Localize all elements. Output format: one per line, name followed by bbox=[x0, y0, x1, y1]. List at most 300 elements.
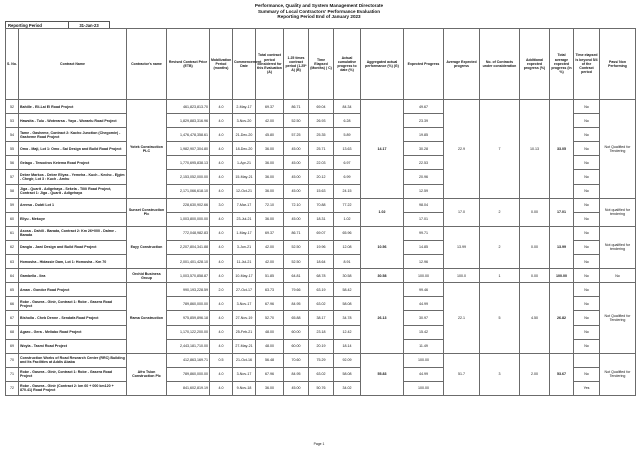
report-title-block bbox=[0, 3, 638, 20]
commencement-date-cell: 25-Feb-21 bbox=[233, 325, 256, 339]
mobilization-cell: 4.0 bbox=[210, 325, 233, 339]
additional-progress-cell: 4.50 bbox=[520, 283, 550, 353]
beyond-period-cell: No bbox=[574, 269, 600, 283]
mobilization-cell: 4.0 bbox=[210, 184, 233, 198]
contract-name-cell: Gambella - Ilea bbox=[19, 269, 127, 283]
total-expected-cell: 17.01 bbox=[550, 198, 574, 226]
actual-progress-cell: 34.02 bbox=[334, 381, 361, 395]
contract-name-cell: Aman - Gondor Road Project bbox=[19, 283, 127, 297]
actual-progress-cell: 77.22 bbox=[334, 198, 361, 212]
contract-name-cell: Robe - Gasera - Ginir (Contract 2: km 60 + 000 km120 + 870.41) Road Project bbox=[19, 381, 127, 395]
contractor-name-cell: Yotek Construction PLC bbox=[127, 100, 167, 199]
contract-period-cell: 69.37 bbox=[256, 100, 284, 114]
extended-period-cell: 70.60 bbox=[284, 353, 309, 367]
contract-period-cell: 36.00 bbox=[256, 156, 284, 170]
contract-count-cell: 1 bbox=[480, 269, 520, 283]
time-elapsed-cell: 38.17 bbox=[309, 311, 334, 325]
commencement-date-cell: 21-Dec-20 bbox=[233, 128, 256, 142]
contract-period-cell: 42.00 bbox=[256, 114, 284, 128]
mobilization-cell: 2.0 bbox=[210, 283, 233, 297]
expected-progress-cell: 12.96 bbox=[404, 255, 444, 269]
contract-name-cell: Woyla - Tasmi Road Project bbox=[19, 339, 127, 353]
contract-price-cell: 789,860,000.00 bbox=[167, 367, 210, 381]
commencement-date-cell: 3-Nov-17 bbox=[233, 367, 256, 381]
time-elapsed-cell: 63.02 bbox=[309, 297, 334, 311]
contract-period-cell: 52.70 bbox=[256, 311, 284, 325]
commencement-date-cell: 27-Oct-17 bbox=[233, 283, 256, 297]
actual-progress-cell: 34.78 bbox=[334, 311, 361, 325]
beyond-period-cell: No bbox=[574, 226, 600, 240]
average-expected-cell: 51.7 bbox=[444, 353, 480, 395]
contractor-name-cell: Sunset Construction Plc bbox=[127, 198, 167, 226]
mobilization-cell: 4.0 bbox=[210, 381, 233, 395]
mobilization-cell: 4.0 bbox=[210, 255, 233, 269]
extended-period-cell: 64.81 bbox=[284, 269, 309, 283]
serial-number-cell: 66 bbox=[6, 297, 19, 311]
contract-period-cell: 42.00 bbox=[256, 255, 284, 269]
aggregated-performance-cell: 14.17 bbox=[361, 100, 404, 199]
time-elapsed-cell: 75.29 bbox=[309, 353, 334, 367]
column-header: Expected Progress bbox=[404, 29, 444, 100]
actual-progress-cell: 84.34 bbox=[334, 100, 361, 114]
column-header: Mobilization Period (months) bbox=[210, 29, 233, 100]
expected-progress-cell: 100.00 bbox=[404, 353, 444, 367]
total-expected-cell: 33.05 bbox=[550, 100, 574, 199]
actual-progress-cell: 12.42 bbox=[334, 325, 361, 339]
contract-price-cell: 2,443,181,710.00 bbox=[167, 339, 210, 353]
column-header: Contract Name bbox=[19, 29, 127, 100]
extended-period-cell: 52.50 bbox=[284, 240, 309, 254]
expected-progress-cell: 100.00 bbox=[404, 269, 444, 283]
time-elapsed-cell: 69.07 bbox=[309, 226, 334, 240]
extended-period-cell: 52.50 bbox=[284, 114, 309, 128]
beyond-period-cell: No bbox=[574, 255, 600, 269]
commencement-date-cell: 21-Oct-16 bbox=[233, 353, 256, 367]
pass-status-cell: Not Qualified for Tendering bbox=[600, 283, 636, 353]
contract-name-cell: Agaro - Gera - Meliabo Road Project bbox=[19, 325, 127, 339]
time-elapsed-cell: 23.18 bbox=[309, 325, 334, 339]
aggregated-performance-cell: 1.02 bbox=[361, 198, 404, 226]
expected-progress-cell: 44.99 bbox=[404, 367, 444, 381]
mobilization-cell: 4.0 bbox=[210, 226, 233, 240]
commencement-date-cell: 12-Oct-21 bbox=[233, 184, 256, 198]
extended-period-cell: 72.10 bbox=[284, 198, 309, 212]
column-header: Commencement Date bbox=[233, 29, 256, 100]
contractor-name-cell: Orchid Business Group bbox=[127, 269, 167, 283]
serial-number-cell: 54 bbox=[6, 128, 19, 142]
commencement-date-cell: 23-Jul-21 bbox=[233, 212, 256, 226]
average-expected-cell: 17.0 bbox=[444, 198, 480, 226]
mobilization-cell: 4.0 bbox=[210, 170, 233, 184]
extended-period-cell: 57.25 bbox=[284, 128, 309, 142]
column-header: Total contract period considered for this Evaluation (A) bbox=[256, 29, 284, 100]
expected-progress-cell: 14.85 bbox=[404, 240, 444, 254]
contract-price-cell: 990,193,228.59 bbox=[167, 283, 210, 297]
beyond-period-cell: No bbox=[574, 311, 600, 325]
contract-price-cell: 2,153,052,000.00 bbox=[167, 170, 210, 184]
contract-name-cell: Asosa - Dahili - Barada, Contract 2: Km 26+000 - Dalme - Barada bbox=[19, 226, 127, 240]
time-elapsed-cell: 70.88 bbox=[309, 198, 334, 212]
serial-number-cell: 70 bbox=[6, 353, 19, 367]
contract-period-cell: 36.00 bbox=[256, 142, 284, 156]
contract-name-cell: Ellyu - Mekoye bbox=[19, 212, 127, 226]
mobilization-cell: 4.0 bbox=[210, 142, 233, 156]
commencement-date-cell: 9-Nov-18 bbox=[233, 381, 256, 395]
mobilization-cell: 3.0 bbox=[210, 198, 233, 212]
actual-progress-cell: 65.96 bbox=[334, 226, 361, 240]
expected-progress-cell: 100.00 bbox=[404, 381, 444, 395]
mobilization-cell: 4.0 bbox=[210, 269, 233, 283]
time-elapsed-cell: 19.96 bbox=[309, 240, 334, 254]
time-elapsed-cell: 63.02 bbox=[309, 367, 334, 381]
contract-count-cell: 5 bbox=[480, 283, 520, 353]
contract-price-cell: 841,602,819.19 bbox=[167, 381, 210, 395]
extended-period-cell: 86.71 bbox=[284, 100, 309, 114]
table-body bbox=[6, 100, 636, 396]
aggregated-performance-cell: 26.13 bbox=[361, 283, 404, 353]
page-number: Page 1 bbox=[313, 442, 325, 446]
mobilization-cell: 4.0 bbox=[210, 297, 233, 311]
contract-period-cell: 42.00 bbox=[256, 240, 284, 254]
time-elapsed-cell: 25.35 bbox=[309, 128, 334, 142]
actual-progress-cell: 6.28 bbox=[334, 114, 361, 128]
time-elapsed-cell: 20.12 bbox=[309, 170, 334, 184]
serial-number-cell: 57 bbox=[6, 170, 19, 184]
contract-name-cell: Homosha - Hidassie Dam, Lot 1: Homosha - Km 70 bbox=[19, 255, 127, 269]
performance-table bbox=[5, 28, 636, 396]
beyond-period-cell: No bbox=[574, 184, 600, 198]
column-header: Time elapsed is beyond 5/4 of the Contract period bbox=[574, 29, 600, 100]
time-elapsed-cell: 69.04 bbox=[309, 100, 334, 114]
expected-progress-cell: 98.04 bbox=[404, 198, 444, 212]
pass-status-cell: No bbox=[600, 269, 636, 283]
actual-progress-cell: 92.09 bbox=[334, 353, 361, 367]
beyond-period-cell: No bbox=[574, 198, 600, 212]
column-header: Actual cumulative progress to date (%) bbox=[334, 29, 361, 100]
expected-progress-cell: 99.71 bbox=[404, 226, 444, 240]
serial-number-cell: 64 bbox=[6, 269, 19, 283]
additional-progress-cell: 0.00 bbox=[520, 226, 550, 268]
actual-progress-cell: 1.02 bbox=[334, 212, 361, 226]
expected-progress-cell: 22.53 bbox=[404, 156, 444, 170]
beyond-period-cell: No bbox=[574, 297, 600, 311]
contract-period-cell: 51.85 bbox=[256, 269, 284, 283]
actual-progress-cell: 6.97 bbox=[334, 156, 361, 170]
beyond-period-cell: No bbox=[574, 339, 600, 353]
expected-progress-cell: 23.39 bbox=[404, 114, 444, 128]
report-title-period: Reporting Period End of January 2023 bbox=[277, 14, 361, 20]
actual-progress-cell: 8.91 bbox=[334, 255, 361, 269]
serial-number-cell: 56 bbox=[6, 156, 19, 170]
contract-period-cell: 48.00 bbox=[256, 339, 284, 353]
column-header: 1.25 times contract period (1.25* A) (B) bbox=[284, 29, 309, 100]
beyond-period-cell: Yes bbox=[574, 381, 600, 395]
pass-status-cell: Not qualified for tendering bbox=[600, 226, 636, 268]
mobilization-cell: 4.0 bbox=[210, 128, 233, 142]
beyond-period-cell: No bbox=[574, 240, 600, 254]
mobilization-cell: 4.0 bbox=[210, 156, 233, 170]
contract-name-cell: Bisholla - Cheb Denne - Sendafa Road Project bbox=[19, 311, 127, 325]
extended-period-cell: 84.95 bbox=[284, 297, 309, 311]
contract-price-cell: 1,770,695,838.13 bbox=[167, 156, 210, 170]
mobilization-cell: 4.0 bbox=[210, 212, 233, 226]
serial-number-cell: 61 bbox=[6, 226, 19, 240]
expected-progress-cell: 15.42 bbox=[404, 325, 444, 339]
beyond-period-cell: No bbox=[574, 128, 600, 142]
serial-number-cell: 62 bbox=[6, 240, 19, 254]
commencement-date-cell: 2-May-17 bbox=[233, 100, 256, 114]
pass-status-cell: Not Qualified for Tendering bbox=[600, 353, 636, 395]
extended-period-cell: 79.66 bbox=[284, 283, 309, 297]
mobilization-cell: 4.0 bbox=[210, 311, 233, 325]
contract-name-cell: Dangla - Jawi Design and Build Road Project bbox=[19, 240, 127, 254]
contractor-name-cell: Afro Tsion Construction Plc bbox=[127, 353, 167, 395]
serial-number-cell: 71 bbox=[6, 367, 19, 381]
mobilization-cell: 4.0 bbox=[210, 367, 233, 381]
contract-price-cell: 1,982,907,304.80 bbox=[167, 142, 210, 156]
extended-period-cell: 60.00 bbox=[284, 339, 309, 353]
expected-progress-cell: 17.01 bbox=[404, 212, 444, 226]
commencement-date-cell: 15-May-21 bbox=[233, 170, 256, 184]
contract-count-cell: 3 bbox=[480, 353, 520, 395]
contract-name-cell: Construction Works of Road Research Center (RRC) Building and Its Facilities at Addis Ababa bbox=[19, 353, 127, 367]
time-elapsed-cell: 25.71 bbox=[309, 142, 334, 156]
mobilization-cell: 4.0 bbox=[210, 240, 233, 254]
extended-period-cell: 65.88 bbox=[284, 311, 309, 325]
mobilization-cell: 4.0 bbox=[210, 114, 233, 128]
serial-number-cell: 69 bbox=[6, 339, 19, 353]
actual-progress-cell: 12.08 bbox=[334, 240, 361, 254]
contract-price-cell: 1,170,122,200.00 bbox=[167, 325, 210, 339]
expected-progress-cell: 49.67 bbox=[404, 100, 444, 114]
contract-count-cell: 2 bbox=[480, 226, 520, 268]
additional-progress-cell: 10.13 bbox=[520, 100, 550, 199]
contract-period-cell: 36.00 bbox=[256, 381, 284, 395]
contract-period-cell: 63.73 bbox=[256, 283, 284, 297]
report-title-summary: Summary of Local Contractors' Performance Evaluation bbox=[257, 8, 381, 14]
contract-price-cell: 2,001,401,428.10 bbox=[167, 255, 210, 269]
time-elapsed-cell: 26.93 bbox=[309, 114, 334, 128]
extended-period-cell: 45.00 bbox=[284, 212, 309, 226]
contract-price-cell: 228,630,902.66 bbox=[167, 198, 210, 212]
beyond-period-cell: No bbox=[574, 367, 600, 381]
serial-number-cell: 55 bbox=[6, 142, 19, 156]
extended-period-cell: 60.00 bbox=[284, 325, 309, 339]
additional-progress-cell: 0.00 bbox=[520, 198, 550, 226]
serial-number-cell: 53 bbox=[6, 114, 19, 128]
contract-name-cell: Robe - Gasera - Ginir, Contract 1: Robe - Gasera Road Project bbox=[19, 297, 127, 311]
contract-period-cell: 72.10 bbox=[256, 198, 284, 212]
contract-period-cell: 48.00 bbox=[256, 325, 284, 339]
additional-progress-cell: 2.00 bbox=[520, 353, 550, 395]
commencement-date-cell: 1-Apr-21 bbox=[233, 156, 256, 170]
expected-progress-cell: 19.85 bbox=[404, 128, 444, 142]
contract-name-cell: Areesa - Dubti Lot 1 bbox=[19, 198, 127, 212]
column-header: Time Elapsed (Months) ( C) bbox=[309, 29, 334, 100]
contract-name-cell: Jiga - Quarit - Adigehaya - Sekela - Tilili Road Project, Contract 1: Jiga - Quarit - Adigehaya bbox=[19, 184, 127, 198]
reporting-period-label: Reporting Period bbox=[5, 21, 69, 29]
average-expected-cell: 100.0 bbox=[444, 269, 480, 283]
actual-progress-cell: 58.08 bbox=[334, 367, 361, 381]
time-elapsed-cell: 15.63 bbox=[309, 184, 334, 198]
contract-period-cell: 67.96 bbox=[256, 297, 284, 311]
beyond-period-cell bbox=[574, 353, 600, 367]
column-header: S. No. bbox=[6, 29, 19, 100]
contract-price-cell: 2,207,804,341.88 bbox=[167, 240, 210, 254]
extended-period-cell: 45.00 bbox=[284, 184, 309, 198]
beyond-period-cell: No bbox=[574, 114, 600, 128]
commencement-date-cell: 11-Jul-21 bbox=[233, 255, 256, 269]
contract-price-cell: 772,048,982.83 bbox=[167, 226, 210, 240]
table-row bbox=[6, 353, 636, 367]
serial-number-cell: 52 bbox=[6, 100, 19, 114]
time-elapsed-cell: 22.03 bbox=[309, 156, 334, 170]
extended-period-cell: 45.00 bbox=[284, 170, 309, 184]
mobilization-cell: 4.0 bbox=[210, 339, 233, 353]
pass-status-cell: Not qualified for tendering bbox=[600, 198, 636, 226]
contract-name-cell: Debre Markos - Debre Eliyas - Yemeha - Kuch - Kecho - Ejgim - Chegir, Lot 3 : Kuch - Amhu bbox=[19, 170, 127, 184]
contract-period-cell: 69.37 bbox=[256, 226, 284, 240]
total-expected-cell: 53.67 bbox=[550, 353, 574, 395]
contract-period-cell: 36.00 bbox=[256, 212, 284, 226]
beyond-period-cell: No bbox=[574, 325, 600, 339]
time-elapsed-cell: 20.19 bbox=[309, 339, 334, 353]
contract-name-cell: Omo - Maji, Lot 1: Omo - Sai Design and Build Road Project bbox=[19, 142, 127, 156]
commencement-date-cell: 7-Mar-17 bbox=[233, 198, 256, 212]
contract-name-cell: Hawsita - Tulu - Woterarsa - Yaya - Woraelu Road Project bbox=[19, 114, 127, 128]
expected-progress-cell: 30.28 bbox=[404, 142, 444, 156]
additional-progress-cell: 0.00 bbox=[520, 269, 550, 283]
time-elapsed-cell: 63.19 bbox=[309, 283, 334, 297]
time-elapsed-cell: 18.64 bbox=[309, 255, 334, 269]
actual-progress-cell: 18.14 bbox=[334, 339, 361, 353]
contract-price-cell: 1,476,478,358.61 bbox=[167, 128, 210, 142]
commencement-date-cell: 1-May-17 bbox=[233, 226, 256, 240]
contract-price-cell: 412,863,169.71 bbox=[167, 353, 210, 367]
column-header: Additional expected progress (%) bbox=[520, 29, 550, 100]
commencement-date-cell: 3-Nov-17 bbox=[233, 297, 256, 311]
contract-price-cell: 975,859,896.18 bbox=[167, 311, 210, 325]
commencement-date-cell: 3-Nov-20 bbox=[233, 114, 256, 128]
column-header: Revised Contract Price (ETB) bbox=[167, 29, 210, 100]
commencement-date-cell: 10-May-17 bbox=[233, 269, 256, 283]
contract-price-cell: 2,171,066,618.10 bbox=[167, 184, 210, 198]
contract-price-cell: 789,860,000.00 bbox=[167, 297, 210, 311]
expected-progress-cell: 11.49 bbox=[404, 339, 444, 353]
beyond-period-cell: No bbox=[574, 142, 600, 156]
time-elapsed-cell: 18.31 bbox=[309, 212, 334, 226]
expected-progress-cell: 44.99 bbox=[404, 297, 444, 311]
total-expected-cell: 26.82 bbox=[550, 283, 574, 353]
contract-period-cell: 36.00 bbox=[256, 184, 284, 198]
contract-name-cell: Tame - Gasheme, Contract 2: Kacho Junction (Chegomie) - Gasheme Road Project bbox=[19, 128, 127, 142]
table-row bbox=[6, 269, 636, 283]
time-elapsed-cell: 50.76 bbox=[309, 381, 334, 395]
aggregated-performance-cell: 55.83 bbox=[361, 353, 404, 395]
contract-name-cell: Gelago - Tewodros Ketema Road Project bbox=[19, 156, 127, 170]
extended-period-cell: 52.50 bbox=[284, 255, 309, 269]
expected-progress-cell: 99.46 bbox=[404, 283, 444, 297]
column-header: Contractor's name bbox=[127, 29, 167, 100]
average-expected-cell: 13.99 bbox=[444, 226, 480, 268]
mobilization-cell: 4.0 bbox=[210, 100, 233, 114]
serial-number-cell: 68 bbox=[6, 325, 19, 339]
commencement-date-cell: 27-May-21 bbox=[233, 339, 256, 353]
column-header: Aggregated actual performance (%) (G) bbox=[361, 29, 404, 100]
table-row bbox=[6, 100, 636, 114]
serial-number-cell: 63 bbox=[6, 255, 19, 269]
actual-progress-cell: 5.89 bbox=[334, 128, 361, 142]
beyond-period-cell: No bbox=[574, 212, 600, 226]
serial-number-cell: 65 bbox=[6, 283, 19, 297]
aggregated-performance-cell: 30.58 bbox=[361, 269, 404, 283]
contract-name-cell: Robe - Gasera - Ginir, Contract 1: Robe - Gasera Road Project bbox=[19, 367, 127, 381]
aggregated-performance-cell: 10.56 bbox=[361, 226, 404, 268]
reporting-period-value: 31-Jan-23 bbox=[69, 21, 110, 29]
contract-price-cell: 1,829,883,316.96 bbox=[167, 114, 210, 128]
contract-price-cell: 1,003,800,000.00 bbox=[167, 212, 210, 226]
expected-progress-cell: 12.59 bbox=[404, 184, 444, 198]
actual-progress-cell: 58.08 bbox=[334, 297, 361, 311]
expected-progress-cell: 20.96 bbox=[404, 170, 444, 184]
total-expected-cell: 100.00 bbox=[550, 269, 574, 283]
table-row bbox=[6, 226, 636, 240]
serial-number-cell: 67 bbox=[6, 311, 19, 325]
serial-number-cell: 60 bbox=[6, 212, 19, 226]
contract-price-cell: 1,003,570,858.87 bbox=[167, 269, 210, 283]
contract-period-cell: 67.96 bbox=[256, 367, 284, 381]
time-elapsed-cell: 68.78 bbox=[309, 269, 334, 283]
serial-number-cell: 58 bbox=[6, 184, 19, 198]
beyond-period-cell: No bbox=[574, 283, 600, 297]
expected-progress-cell: 30.97 bbox=[404, 311, 444, 325]
column-header: No. of Contracts under consideration bbox=[480, 29, 520, 100]
contract-price-cell: 461,823,813.70 bbox=[167, 100, 210, 114]
contract-count-cell: 7 bbox=[480, 100, 520, 199]
serial-number-cell: 72 bbox=[6, 381, 19, 395]
serial-number-cell: 59 bbox=[6, 198, 19, 212]
commencement-date-cell: 27-Nov-19 bbox=[233, 311, 256, 325]
average-expected-cell: 22.9 bbox=[444, 100, 480, 199]
beyond-period-cell: No bbox=[574, 170, 600, 184]
contract-count-cell: 2 bbox=[480, 198, 520, 226]
commencement-date-cell: 18-Dec-20 bbox=[233, 142, 256, 156]
table-header-row bbox=[6, 29, 636, 100]
extended-period-cell: 45.00 bbox=[284, 381, 309, 395]
total-expected-cell: 13.99 bbox=[550, 226, 574, 268]
contract-period-cell: 45.80 bbox=[256, 128, 284, 142]
contract-period-cell: 56.48 bbox=[256, 353, 284, 367]
contract-period-cell: 36.00 bbox=[256, 170, 284, 184]
contractor-name-cell: Eayy Construction bbox=[127, 226, 167, 268]
actual-progress-cell: 24.15 bbox=[334, 184, 361, 198]
report-title-directorate: Performance, Quality and System Management Directorate bbox=[254, 3, 384, 8]
column-header: Total average expected progress (in %) bbox=[550, 29, 574, 100]
beyond-period-cell: No bbox=[574, 100, 600, 114]
table-row bbox=[6, 198, 636, 212]
extended-period-cell: 86.71 bbox=[284, 226, 309, 240]
actual-progress-cell: 6.99 bbox=[334, 170, 361, 184]
actual-progress-cell: 58.42 bbox=[334, 283, 361, 297]
mobilization-cell: 0.5 bbox=[210, 353, 233, 367]
actual-progress-cell: 30.58 bbox=[334, 269, 361, 283]
contract-name-cell: Bahille - Eli-Lai El Road Project bbox=[19, 100, 127, 114]
actual-progress-cell: 13.63 bbox=[334, 142, 361, 156]
average-expected-cell: 22.1 bbox=[444, 283, 480, 353]
extended-period-cell: 45.00 bbox=[284, 142, 309, 156]
pass-status-cell: Not Qualified for Tendering bbox=[600, 100, 636, 199]
extended-period-cell: 84.95 bbox=[284, 367, 309, 381]
